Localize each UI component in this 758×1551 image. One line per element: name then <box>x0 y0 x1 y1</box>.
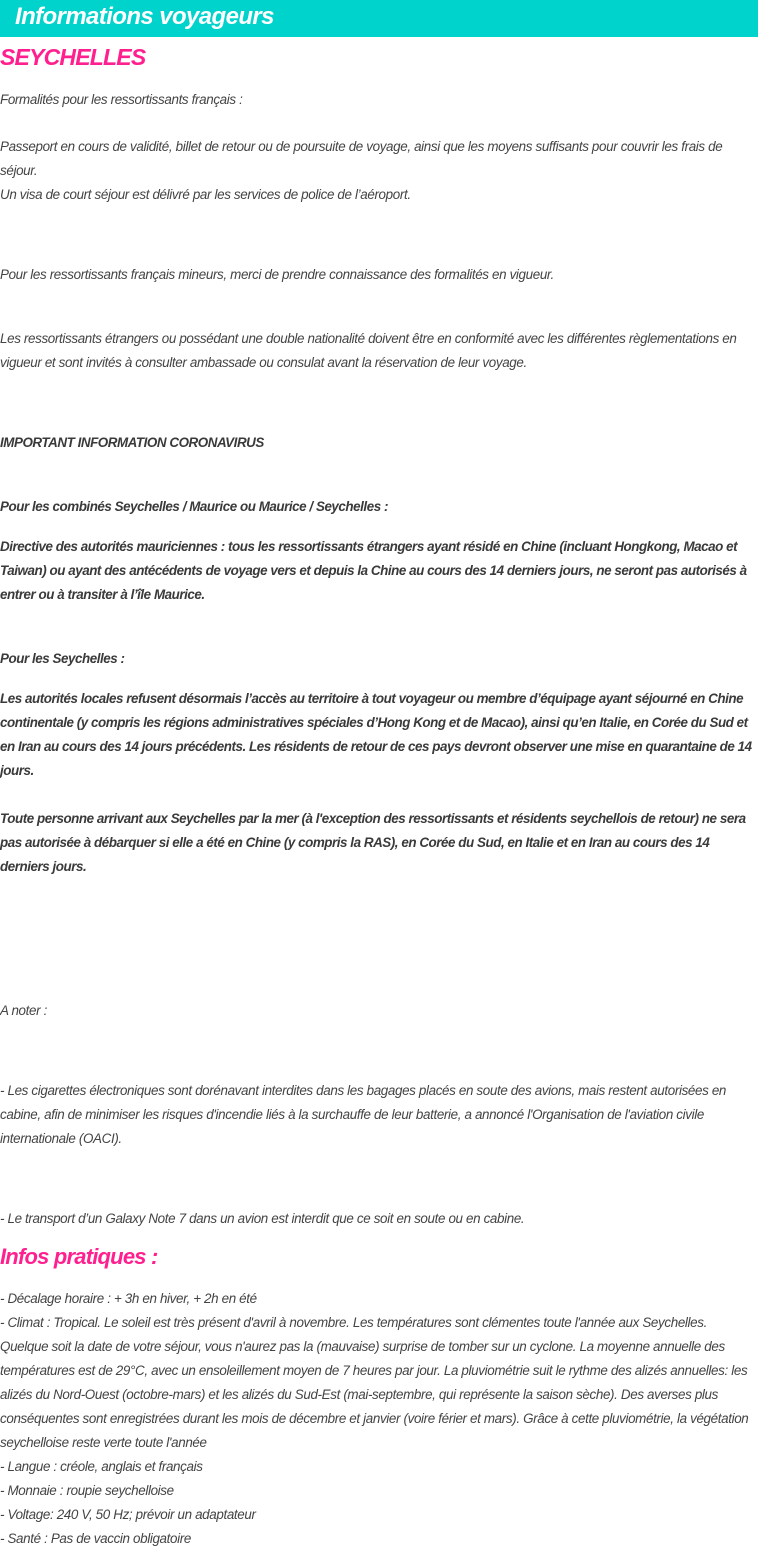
visa-text: Un visa de court séjour est délivré par les services de police de l’aéroport. <box>0 187 411 202</box>
formalities-intro: Formalités pour les ressortissants français : <box>0 92 243 107</box>
seychelles-title: Pour les Seychelles : <box>0 651 125 666</box>
combined-title: Pour les combinés Seychelles / Maurice ou Maurice / Seychelles : <box>0 499 388 514</box>
header-bar <box>0 0 758 37</box>
minors-text: Pour les ressortissants français mineurs, merci de prendre connaissance des formalités en vigueur. <box>0 267 554 282</box>
notes-title: A noter : <box>0 1003 47 1018</box>
combined-text: Directive des autorités mauriciennes : tous les ressortissants étrangers ayant résidé en Chine (incluant Hongkong, Macao et Taiwan) ou ayant des antécédents de voyage vers et depuis la Chine au cours des 14 derniers jours, ne seront pas autorisés à entrer ou à transiter à l’île Maurice. <box>0 539 747 602</box>
language-text: - Langue : créole, anglais et français <box>0 1459 203 1474</box>
galaxy-note: - Le transport d’un Galaxy Note 7 dans un avion est interdit que ce soit en soute ou en cabine. <box>0 1211 525 1226</box>
seychelles-text-2: Toute personne arrivant aux Seychelles par la mer (à l'exception des ressortissants et résidents seychellois de retour) ne sera pas autorisée à débarquer si elle a été en Chine (y compris la RAS), en Corée du Sud, en Italie et en Iran au cours des 14 derniers jours. <box>0 811 746 874</box>
currency-text: - Monnaie : roupie seychelloise <box>0 1483 174 1498</box>
climate-text: - Climat : Tropical. Le soleil est très présent d'avril à novembre. Les températures sont clémentes toute l'année aux Seychelles. Quelque soit la date de votre séjour, vous n'aurez pas la (mauvaise) surprise de tomber sur un cyclone. La moyenne annuelle des températures est de 29°C, avec un ensoleillement moyen de 7 heures par jour. La pluviométrie suit le rythme des alizés annuelles: les alizés du Nord-Ouest (octobre-mars) et les alizés du Sud-Est (mai-septembre, qui représente la saison sèche). Des averses plus conséquentes sont enregistrées durant les mois de décembre et janvier (voire férier et mars). Grâce à cette pluviométrie, la végétation seychelloise reste verte toute l'année <box>0 1315 749 1450</box>
cigarettes-note: - Les cigarettes électroniques sont dorénavant interdites dans les bagages placés en soute des avions, mais restent autorisées en cabine, afin de minimiser les risques d'incendie liés à la surchauffe de leur batterie, a annoncé l'Organisation de l'aviation civile internationale (OACI). <box>0 1083 727 1146</box>
foreigners-text: Les ressortissants étrangers ou possédant une double nationalité doivent être en conformité avec les différentes règlementations en vigueur et sont invités à consulter ambassade ou consulat avant la réservation de leur voyage. <box>0 331 737 370</box>
seychelles-text-1: Les autorités locales refusent désormais l’accès au territoire à tout voyageur ou membre d’équipage ayant séjourné en Chine continentale (y compris les régions administratives spéciales d’Hong Kong et de Macao), ainsi qu’en Italie, en Corée du Sud et en Iran au cours des 14 jours précédents. Les résidents de retour de ces pays devront observer une mise en quarantaine de 14 jours. <box>0 691 752 778</box>
practical-heading: Infos pratiques : <box>0 1244 158 1269</box>
health-text: - Santé : Pas de vaccin obligatoire <box>0 1531 191 1546</box>
page-title: Informations voyageurs <box>15 3 274 30</box>
time-difference: - Décalage horaire : + 3h en hiver, + 2h en été <box>0 1291 257 1306</box>
country-heading: SEYCHELLES <box>0 44 146 70</box>
passport-text: Passeport en cours de validité, billet de retour ou de poursuite de voyage, ainsi que les moyens suffisants pour couvrir les frais de séjour. <box>0 139 723 178</box>
voltage-text: - Voltage: 240 V, 50 Hz; prévoir un adaptateur <box>0 1507 256 1522</box>
coronavirus-title: IMPORTANT INFORMATION CORONAVIRUS <box>0 435 264 450</box>
